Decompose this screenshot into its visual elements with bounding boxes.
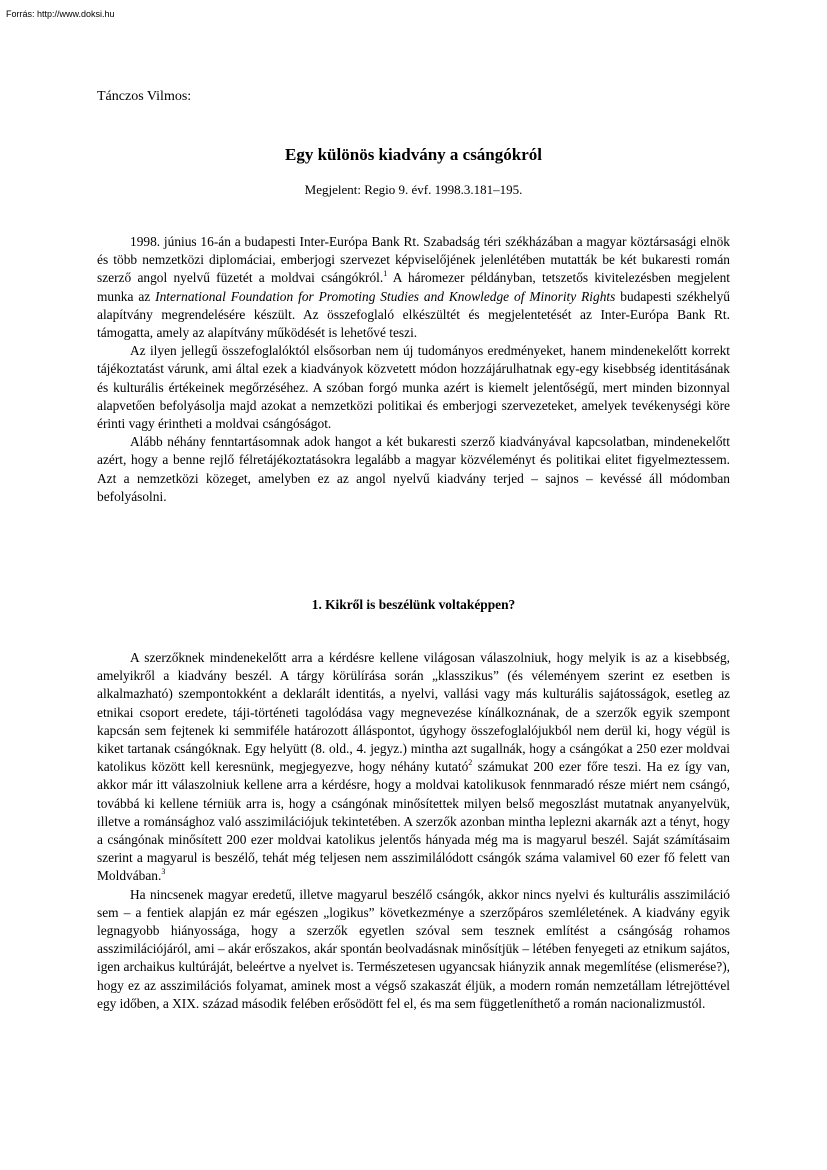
publication-info: Megjelent: Regio 9. évf. 1998.3.181–195. xyxy=(304,182,523,197)
source-line: Forrás: http://www.doksi.hu xyxy=(6,9,115,19)
section-heading: 1. Kikről is beszélünk voltaképpen? xyxy=(311,597,516,612)
foundation-name: International Foundation for Promoting Studies and Knowledge of Minority Rights xyxy=(155,288,616,304)
paragraph: 1998. június 16-án a budapesti Inter-Európa Bank Rt. Szabadság téri székházában a magyar köztársasági elnök és több nemzetközi diplomáciai, emberjogi szervezet képviselőjének jelenlétében mutatták be két bukaresti román szerző angol nyelvű füzetét a moldvai csángókról.$^1$ A háromezer példányban, tetszetős kivitelezésben megjelent munka az International Foundation for Promoting Studies and Knowledge of Minority Rights budapesti székhelyű alapítvány megrendelésére készült. Az összefoglaló elkészültét és megjelentetését az Inter-Európa Bank Rt. támogatta, amely az alapítvány működését is lehetővé teszi. xyxy=(97,234,731,341)
paragraph: Alább néhány fenntartásomnak adok hangot a két bukaresti szerző kiadványával kapcsolatban, mindenekelőtt azért, hogy a benne rejlő félretájékoztatásokra legalább a magyar közvéleményt és politikai elitet figyelmeztessem. Azt a nemzetközi közeget, amelyben ez az angol nyelvű kiadvány terjed – sajnos – kevéssé áll módomban befolyásolni. xyxy=(97,434,730,504)
paragraph: A szerzőknek mindenekelőtt arra a kérdésre kellene világosan válaszolniuk, hogy melyik is az a kisebbség, amelyikről a kiadvány beszél. A tárgy körülírása során „klasszikus” (és véleményem szerint ez esetben is alkalmazható) szempontokként a deklarált identitás, a nyelvi, vallási vagy más kulturális sajátosságok, esetleg az etnikai csoport eredete, táji-történeti tagolódása vagy megnevezése kínálkoznának, de a szerzők egyik szempont kapcsán sem fejtenek ki semmiféle határozott álláspontot, úgyhogy összefoglalójukból nem derül ki, hogy végül is kiket tartanak csángóknak. Egy helyütt (8. old., 4. jegyz.) mintha azt sugallnák, hogy a csángókat a 250 ezer moldvai katolikus között kell keresnünk, megjegyezve, hogy néhány kutató$^2$ számukat 200 ezer főre teszi. Ha ez így van, akkor már itt válaszolniuk kellene arra a kérdésre, hogy a moldvai katolikusok fennmaradó része miért nem csángó, továbbá ki kellene térniük arra is, hogy a csángónak minősítettek milyen belső megoszlást mutatnak anyanyelvük, illetve a románsághoz való asszimilációjuk tekintetében. A szerzők azonban mintha leplezni akarnák azt a tényt, hogy a csángónak minősített 200 ezer moldvai katolikus jelentős hányada még ma is magyarul beszél. Saját számításaim szerint a magyarul is beszélő, tehát még teljesen nem asszimilálódott csángók száma valamivel 60 ezer fő felett van Moldvában.$^3$ xyxy=(97,650,730,884)
article-title: Egy különös kiadvány a csángókról xyxy=(285,145,542,164)
section-body xyxy=(97,649,730,1013)
author-name: Tánczos Vilmos: xyxy=(97,89,192,104)
paragraph: Ha nincsenek magyar eredetű, illetve magyarul beszélő csángók, akkor nincs nyelvi és kulturális asszimiláció sem – a fentiek alapján ez már egészen „logikus” következménye a szerzőpáros szemléletének. A kiadvány egyik legnagyobb hiányossága, hogy a szerzők egyetlen szóval sem tesznek említést a csángóság rohamos asszimilációjáról, ami – akár erőszakos, akár spontán beolvadásnak minősítjük – létében fenyegeti az etnikum sajátos, igen archaikus kultúráját, beleértve a nyelvet is. Természetesen ugyancsak hiányzik annak megemlítése (elismerése?), hogy ez az asszimilációs folyamat, aminek most a végső szakaszát éljük, a modern román nemzetállam létrejöttével egy időben, a XIX. század második felében erősödött fel el, és ma sem függetleníthető a román nacionalizmustól. xyxy=(97,886,730,1011)
footnote-ref: 3 xyxy=(161,867,166,877)
intro-section xyxy=(97,233,730,506)
footnote-ref: 2 xyxy=(468,758,473,768)
footnote-ref: 1 xyxy=(383,269,388,279)
paragraph: Az ilyen jellegű összefoglalóktól elsősorban nem új tudományos eredményeket, hanem mindenekelőtt korrekt tájékoztatást várunk, ami által ezek a kiadványok közvetett módon hozzájárulhatnak egy-egy kisebbség identitásának és kulturális értékeinek megőrzéséhez. A szóban forgó munka azért is kiemelt jelentőségű, mert minden bizonnyal alapvetően befolyásolja majd azokat a nemzetközi politikai és emberjogi szervezeteket, amelyek tevékenységi köre érinti vagy érintheti a moldvai csángóságot. xyxy=(97,343,730,432)
